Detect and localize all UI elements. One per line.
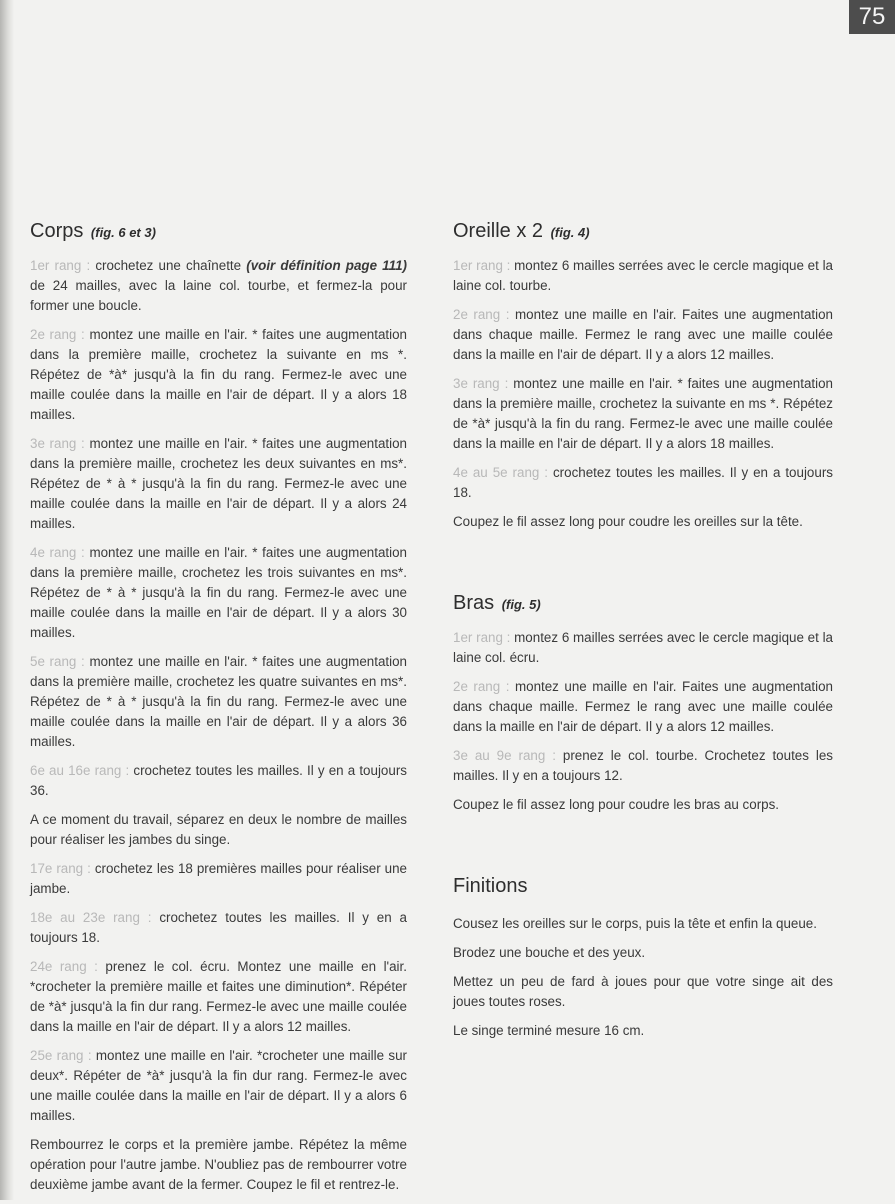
right-column [453, 220, 833, 1101]
section-finitions [453, 875, 833, 1041]
step-text: montez une maille en l'air. * faites une augmentation dans la première maille, crochetez la suivante en ms *. Répétez de *à* jusqu'à la fin du rang. Fermez-le avec une maille coulée dans la maille en l'air de départ. Il y a alors 18 mailles. [30, 327, 407, 422]
rang-label: 2e rang : [30, 327, 89, 342]
oreille-step-2 [453, 305, 833, 365]
rang-label: 24e rang : [30, 959, 105, 974]
oreille-step-4 [453, 463, 833, 503]
finitions-step-4: Le singe terminé mesure 16 cm. [453, 1023, 645, 1038]
rang-label: 2e rang : [453, 679, 515, 694]
step-text: crochetez toutes les mailles. Il y en a toujours 18. [30, 910, 407, 945]
oreille-title-text: Oreille x 2 [453, 220, 544, 242]
section-title-oreille [453, 220, 833, 243]
page-spine-shadow [0, 0, 14, 1200]
section-title-finitions: Finitions [453, 875, 528, 897]
corps-step-6 [30, 761, 407, 801]
section-bras [453, 592, 833, 815]
step-text: crochetez toutes les mailles. Il y en a toujours 36. [30, 763, 407, 798]
corps-note-finish: Rembourrez le corps et la première jambe. Répétez la même opération pour l'autre jambe. N'oubliez pas de rembourrer votre deuxième jambe avant de la fermer. Coupez le fil et rentrez-le. [30, 1137, 407, 1192]
corps-step-2 [30, 325, 407, 425]
step-text: montez une maille en l'air. Faites une augmentation dans chaque maille. Fermez le rang avec une maille coulée dans la maille en l'air de départ. Il y a alors 12 mailles. [453, 307, 834, 362]
corps-step-25 [30, 1046, 407, 1126]
corps-fig-ref: (fig. 6 et 3) [90, 225, 156, 240]
oreille-note: Coupez le fil assez long pour coudre les oreilles sur la tête. [453, 514, 803, 529]
section-title-bras [453, 592, 833, 615]
step-text: montez une maille en l'air. * faites une augmentation dans la première maille, crochetez les trois suivantes en ms*. Répétez de * à * jusqu'à la fin du rang. Fermez-le avec une maille coulée dans la maille en l'air de départ. Il y a alors 30 mailles. [30, 545, 407, 640]
step-text: montez une maille en l'air. * faites une augmentation dans la première maille, crochetez les quatre suivantes en ms*. Répétez de * à * jusqu'à la fin du rang. Fermez-le avec une maille coulée dans la maille en l'air de départ. Il y a alors 36 mailles. [30, 654, 407, 749]
rang-label: 25e rang : [30, 1048, 96, 1063]
oreille-step-3 [453, 374, 833, 454]
finitions-step-1: Cousez les oreilles sur le corps, puis la tête et enfin la queue. [453, 916, 817, 931]
definition-reference: (voir définition page 111) [246, 258, 407, 273]
corps-step-17 [30, 859, 407, 899]
step-text: prenez le col. tourbe. Crochetez toutes les mailles. Il y en a toujours 12. [453, 748, 833, 783]
section-title-corps [30, 220, 407, 243]
step-text: de 24 mailles, avec la laine col. tourbe, et fermez-la pour former une boucle. [30, 278, 407, 313]
step-text: montez 6 mailles serrées avec le cercle magique et la laine col. écru. [453, 630, 834, 665]
finitions-step-2: Brodez une bouche et des yeux. [453, 945, 646, 960]
rang-label: 6e au 16e rang : [30, 763, 133, 778]
step-text: prenez le col. écru. Montez une maille en l'air. *crocheter la première maille et faites une diminution*. Répéter de *à* jusqu'à la fin dur rang. Fermez-le avec une maille coulée dans la maille en l'air de départ. Il y a alors 12 mailles. [30, 959, 407, 1034]
step-text: crochetez les 18 premières mailles pour réaliser une jambe. [30, 861, 407, 896]
rang-label: 5e rang : [30, 654, 89, 669]
bras-title-text: Bras [453, 592, 495, 614]
left-column [30, 220, 407, 1204]
step-text: montez une maille en l'air. Faites une augmentation dans chaque maille. Fermez le rang avec une maille coulée dans la maille en l'air de départ. Il y a alors 12 mailles. [453, 679, 834, 734]
page-number: 75 [849, 0, 895, 34]
corps-note-split: A ce moment du travail, séparez en deux le nombre de mailles pour réaliser les jambes du singe. [30, 812, 407, 847]
rang-label: 3e rang : [453, 376, 513, 391]
oreille-step-1 [453, 256, 833, 296]
step-text: montez 6 mailles serrées avec le cercle magique et la laine col. tourbe. [453, 258, 834, 293]
step-text: crochetez une chaînette [95, 258, 247, 273]
bras-step-2 [453, 677, 833, 737]
corps-step-1 [30, 256, 407, 316]
rang-label: 3e rang : [30, 436, 89, 451]
bras-fig-ref: (fig. 5) [501, 597, 541, 612]
rang-label: 4e au 5e rang : [453, 465, 553, 480]
corps-title-text: Corps [30, 220, 84, 242]
rang-label: 3e au 9e rang : [453, 748, 563, 763]
step-text: montez une maille en l'air. *crocheter une maille sur deux*. Répéter de *à* jusqu'à la fin dur rang. Fermez-le avec une maille coulée dans la maille en l'air de départ. Il y a alors 6 mailles. [30, 1048, 407, 1123]
corps-step-5 [30, 652, 407, 752]
rang-label: 1er rang : [453, 258, 514, 273]
rang-label: 17e rang : [30, 861, 95, 876]
bras-note: Coupez le fil assez long pour coudre les bras au corps. [453, 797, 780, 812]
step-text: crochetez toutes les mailles. Il y en a toujours 18. [453, 465, 833, 500]
rang-label: 2e rang : [453, 307, 515, 322]
rang-label: 18e au 23e rang : [30, 910, 159, 925]
step-text: montez une maille en l'air. * faites une augmentation dans la première maille, crochetez les deux suivantes en ms*. Répétez de * à * jusqu'à la fin du rang. Fermez-le avec une maille coulée dans la maille en l'air de départ. Il y a alors 24 mailles. [30, 436, 407, 531]
finitions-step-3: Mettez un peu de fard à joues pour que votre singe ait des joues toutes roses. [453, 974, 833, 1009]
bras-step-1 [453, 628, 833, 668]
corps-step-24 [30, 957, 407, 1037]
corps-step-18 [30, 908, 407, 948]
rang-label: 1er rang : [453, 630, 514, 645]
section-oreille [453, 220, 833, 532]
rang-label: 4e rang : [30, 545, 89, 560]
step-text: montez une maille en l'air. * faites une augmentation dans la première maille, crochetez la suivante en ms *. Répétez de *à* jusqu'à la fin du rang. Fermez-le avec une maille coulée dans la maille en l'air de départ. Il y a alors 18 mailles. [453, 376, 833, 451]
corps-step-4 [30, 543, 407, 643]
corps-step-3 [30, 434, 407, 534]
rang-label: 1er rang : [30, 258, 95, 273]
oreille-fig-ref: (fig. 4) [550, 225, 590, 240]
bras-step-3 [453, 746, 833, 786]
